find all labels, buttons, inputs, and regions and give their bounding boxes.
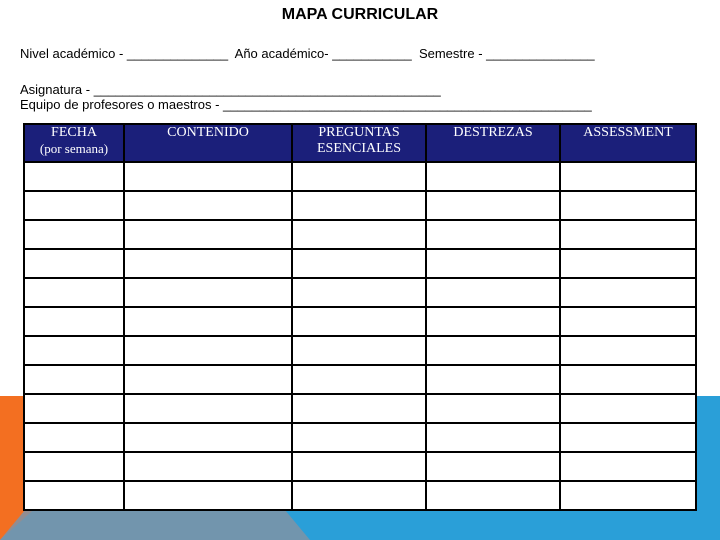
table-cell[interactable] <box>124 220 292 249</box>
table-cell[interactable] <box>426 365 560 394</box>
table-cell[interactable] <box>426 394 560 423</box>
table-cell[interactable] <box>426 220 560 249</box>
table-cell[interactable] <box>426 162 560 191</box>
header-assessment: ASSESSMENT <box>560 124 696 162</box>
table-row <box>24 423 696 452</box>
table-cell[interactable] <box>426 191 560 220</box>
table-cell[interactable] <box>560 307 696 336</box>
table-cell[interactable] <box>24 278 124 307</box>
table-cell[interactable] <box>560 481 696 510</box>
header-fecha-sub: (por semana) <box>39 141 109 156</box>
table-row <box>24 365 696 394</box>
table-cell[interactable] <box>560 336 696 365</box>
table-cell[interactable] <box>124 423 292 452</box>
table-cell[interactable] <box>292 452 426 481</box>
table-cell[interactable] <box>124 307 292 336</box>
table-cell[interactable] <box>560 249 696 278</box>
table-cell[interactable] <box>24 365 124 394</box>
table-cell[interactable] <box>124 162 292 191</box>
header-preguntas-esenciales: PREGUNTAS ESENCIALES <box>292 124 426 162</box>
table-row <box>24 452 696 481</box>
table-cell[interactable] <box>426 278 560 307</box>
table-cell[interactable] <box>124 481 292 510</box>
table-cell[interactable] <box>426 336 560 365</box>
table-cell[interactable] <box>24 336 124 365</box>
table-cell[interactable] <box>426 423 560 452</box>
table-cell[interactable] <box>292 307 426 336</box>
header-fecha: FECHA (por semana) <box>24 124 124 162</box>
table-cell[interactable] <box>24 481 124 510</box>
table-cell[interactable] <box>426 452 560 481</box>
table-cell[interactable] <box>124 278 292 307</box>
table-row <box>24 394 696 423</box>
table-cell[interactable] <box>124 452 292 481</box>
curriculum-table <box>23 123 697 511</box>
table-cell[interactable] <box>292 278 426 307</box>
table-cell[interactable] <box>292 162 426 191</box>
table-cell[interactable] <box>426 481 560 510</box>
table-row <box>24 162 696 191</box>
equipo-profesores-line: Equipo de profesores o maestros - ___________________________________________________ <box>20 97 592 112</box>
table-cell[interactable] <box>24 249 124 278</box>
table-cell[interactable] <box>24 191 124 220</box>
table-cell[interactable] <box>292 249 426 278</box>
table-cell[interactable] <box>560 452 696 481</box>
table-cell[interactable] <box>124 365 292 394</box>
table-cell[interactable] <box>426 249 560 278</box>
table-row <box>24 220 696 249</box>
table-cell[interactable] <box>24 220 124 249</box>
table-cell[interactable] <box>24 452 124 481</box>
table-cell[interactable] <box>292 365 426 394</box>
table-row <box>24 307 696 336</box>
table-cell[interactable] <box>124 394 292 423</box>
table-cell[interactable] <box>560 365 696 394</box>
table-cell[interactable] <box>560 162 696 191</box>
table-cell[interactable] <box>560 423 696 452</box>
table-header-row <box>24 124 696 162</box>
table-row <box>24 336 696 365</box>
curriculum-table-container <box>23 123 695 511</box>
header-contenido: CONTENIDO <box>124 124 292 162</box>
table-cell[interactable] <box>560 278 696 307</box>
table-cell[interactable] <box>426 307 560 336</box>
table-cell[interactable] <box>124 249 292 278</box>
table-row <box>24 249 696 278</box>
table-cell[interactable] <box>24 423 124 452</box>
table-cell[interactable] <box>292 220 426 249</box>
page-title: MAPA CURRICULAR <box>281 6 439 23</box>
header-destrezas: DESTREZAS <box>426 124 560 162</box>
table-cell[interactable] <box>24 307 124 336</box>
asignatura-line: Asignatura - ________________________________________________ <box>20 82 441 97</box>
table-cell[interactable] <box>24 394 124 423</box>
table-row <box>24 481 696 510</box>
nivel-ano-semestre-line: Nivel académico - ______________ Año académico- ___________ Semestre - _______________ <box>20 46 595 61</box>
table-cell[interactable] <box>560 394 696 423</box>
table-cell[interactable] <box>292 423 426 452</box>
table-cell[interactable] <box>24 162 124 191</box>
table-cell[interactable] <box>124 191 292 220</box>
table-cell[interactable] <box>292 481 426 510</box>
table-cell[interactable] <box>124 336 292 365</box>
table-row <box>24 191 696 220</box>
table-cell[interactable] <box>292 191 426 220</box>
table-cell[interactable] <box>292 394 426 423</box>
table-cell[interactable] <box>560 191 696 220</box>
table-row <box>24 278 696 307</box>
table-cell[interactable] <box>560 220 696 249</box>
table-cell[interactable] <box>292 336 426 365</box>
